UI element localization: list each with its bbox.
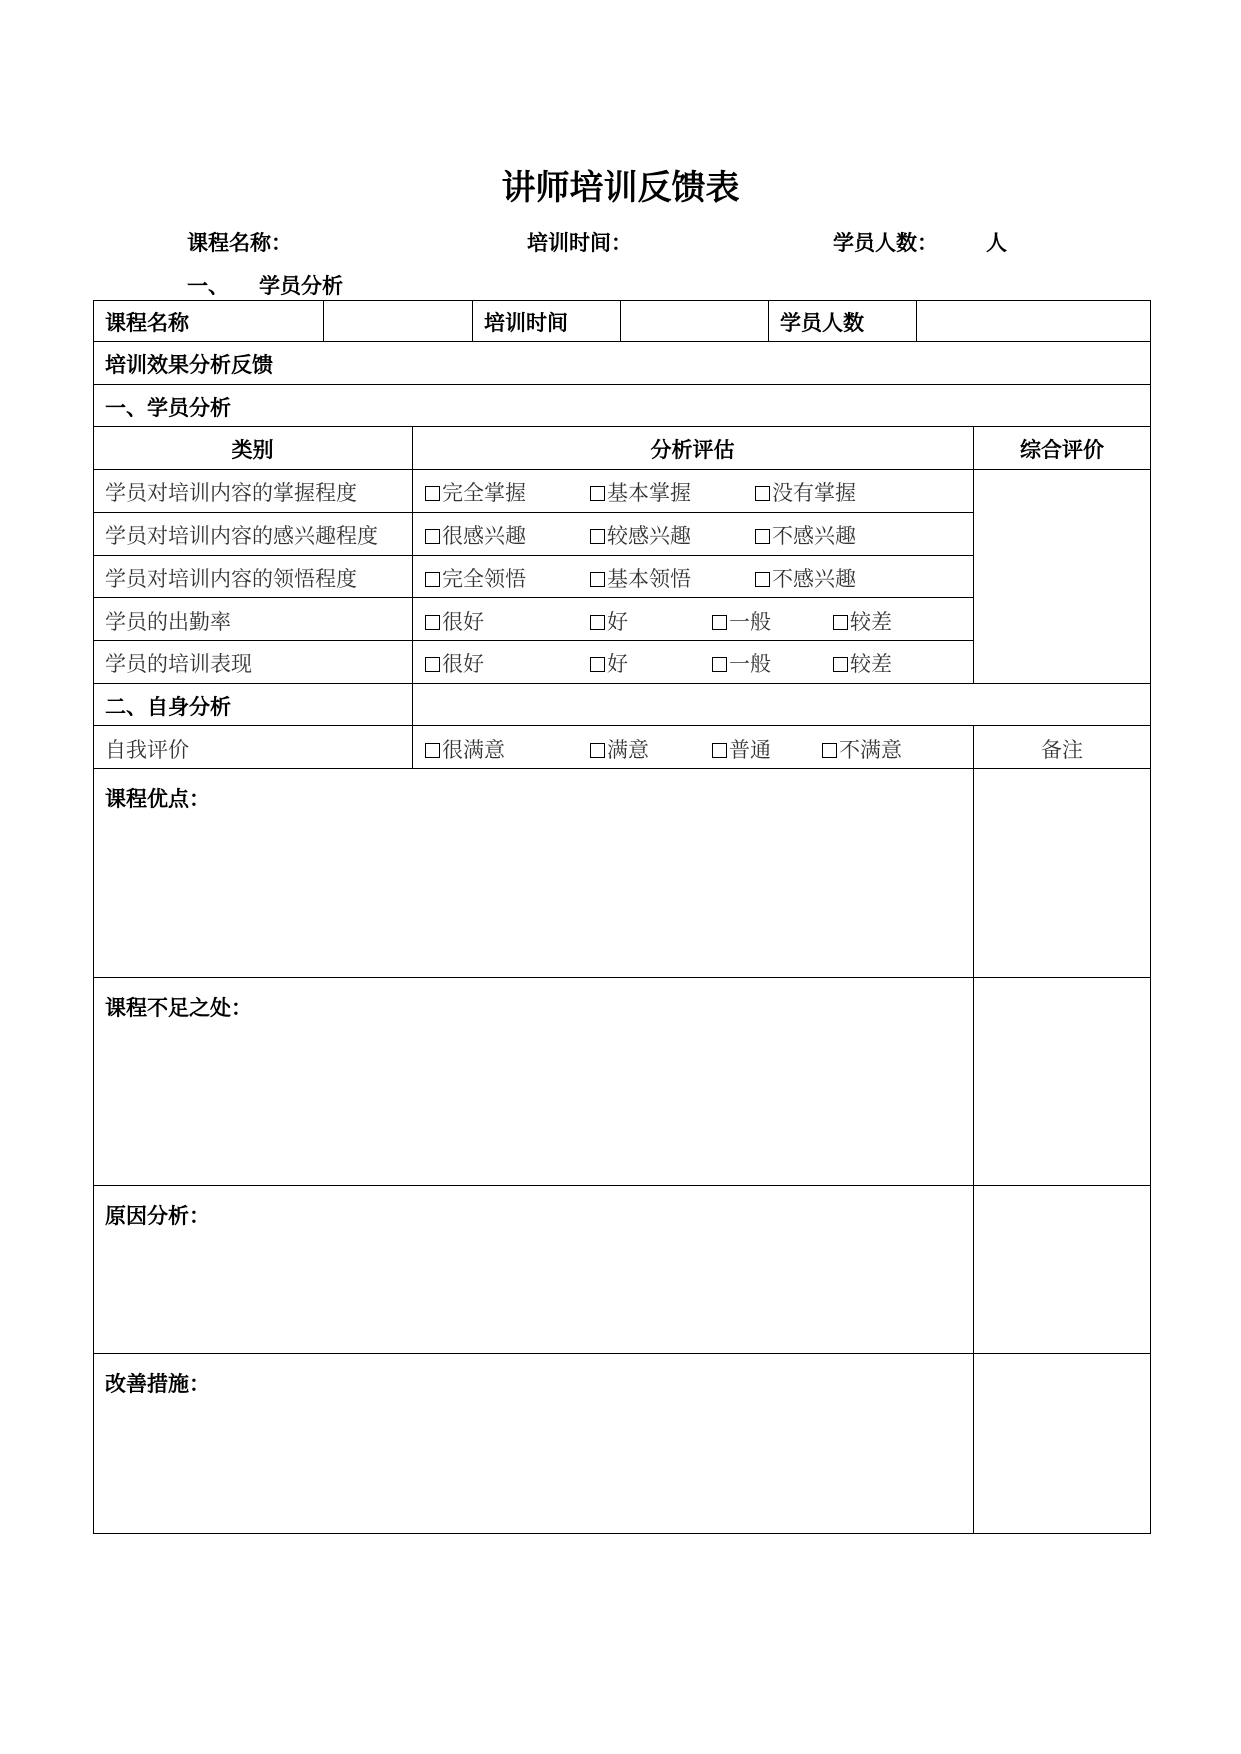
checkbox-option[interactable]: 很好 — [425, 609, 484, 635]
checkbox-icon[interactable] — [425, 615, 440, 630]
strengths-label: 课程优点： — [105, 787, 210, 811]
checkbox-option[interactable]: 很满意 — [425, 737, 505, 763]
checkbox-option[interactable]: 一般 — [712, 651, 771, 677]
col-divider — [768, 300, 769, 341]
checkbox-icon[interactable] — [425, 572, 440, 587]
checkbox-option[interactable]: 很好 — [425, 651, 484, 677]
checkbox-icon[interactable] — [712, 657, 727, 672]
overall-header: 综合评价 — [1020, 438, 1104, 462]
remark-header: 备注 — [1041, 738, 1083, 762]
row-divider — [93, 1353, 1151, 1354]
improvements-label: 改善措施： — [105, 1372, 210, 1396]
checkbox-icon[interactable] — [590, 486, 605, 501]
row-category: 学员的出勤率 — [105, 610, 231, 634]
student-analysis-title: 一、学员分析 — [105, 396, 231, 420]
checkbox-icon[interactable] — [712, 743, 727, 758]
checkbox-option[interactable]: 基本掌握 — [590, 480, 691, 506]
row-divider — [93, 977, 1151, 978]
row-divider — [93, 341, 1151, 342]
checkbox-icon[interactable] — [425, 529, 440, 544]
row-divider — [93, 683, 1151, 684]
student-count-cell: 学员人数 — [780, 311, 864, 335]
checkbox-icon[interactable] — [590, 572, 605, 587]
row-divider — [93, 597, 973, 598]
checkbox-option[interactable]: 一般 — [712, 609, 771, 635]
checkbox-option[interactable]: 很感兴趣 — [425, 523, 526, 549]
row-divider — [93, 640, 973, 641]
checkbox-option[interactable]: 没有掌握 — [755, 480, 856, 506]
row-category: 学员对培训内容的掌握程度 — [105, 481, 357, 505]
checkbox-icon[interactable] — [590, 657, 605, 672]
person-unit: 人 — [986, 231, 1007, 255]
col-divider — [973, 426, 974, 683]
checkbox-icon[interactable] — [755, 486, 770, 501]
checkbox-icon[interactable] — [425, 486, 440, 501]
col-divider — [323, 300, 324, 341]
assessment-header: 分析评估 — [650, 438, 735, 462]
checkbox-icon[interactable] — [590, 615, 605, 630]
checkbox-icon[interactable] — [590, 529, 605, 544]
feedback-title: 培训效果分析反馈 — [105, 353, 273, 377]
col-divider — [620, 300, 621, 341]
course-name-cell: 课程名称 — [105, 311, 189, 335]
checkbox-option[interactable]: 普通 — [712, 737, 771, 763]
checkbox-option[interactable]: 较差 — [833, 651, 892, 677]
student-count-label: 学员人数： — [833, 231, 938, 255]
col-divider — [973, 725, 974, 1534]
row-category: 学员的培训表现 — [105, 652, 252, 676]
row-divider — [93, 426, 1151, 427]
row-category: 学员对培训内容的感兴趣程度 — [105, 524, 378, 548]
checkbox-option[interactable]: 不感兴趣 — [755, 566, 856, 592]
checkbox-option[interactable]: 满意 — [590, 737, 649, 763]
row-divider — [93, 768, 1151, 769]
section-heading: 学员分析 — [259, 274, 343, 298]
row-divider — [93, 512, 973, 513]
self-analysis-title: 二、自身分析 — [105, 695, 231, 719]
checkbox-option[interactable]: 较差 — [833, 609, 892, 635]
checkbox-icon[interactable] — [822, 743, 837, 758]
checkbox-option[interactable]: 不满意 — [822, 737, 902, 763]
checkbox-option[interactable]: 好 — [590, 609, 628, 635]
training-time-label: 培训时间： — [527, 231, 632, 255]
checkbox-icon[interactable] — [425, 657, 440, 672]
checkbox-icon[interactable] — [712, 615, 727, 630]
checkbox-icon[interactable] — [755, 529, 770, 544]
checkbox-icon[interactable] — [425, 743, 440, 758]
page-title: 讲师培训反馈表 — [501, 168, 740, 208]
weaknesses-label: 课程不足之处： — [105, 996, 252, 1020]
checkbox-option[interactable]: 完全领悟 — [425, 566, 526, 592]
checkbox-option[interactable]: 较感兴趣 — [590, 523, 691, 549]
col-divider — [472, 300, 473, 341]
checkbox-icon[interactable] — [833, 657, 848, 672]
row-divider — [93, 469, 1151, 470]
row-category: 学员对培训内容的领悟程度 — [105, 567, 357, 591]
col-divider — [412, 426, 413, 768]
category-header: 类别 — [231, 438, 274, 462]
row-divider — [93, 384, 1151, 385]
row-divider — [93, 1185, 1151, 1186]
checkbox-icon[interactable] — [833, 615, 848, 630]
checkbox-icon[interactable] — [590, 743, 605, 758]
row-divider — [93, 725, 1151, 726]
col-divider — [916, 300, 917, 341]
section-number: 一、 — [187, 274, 229, 298]
training-time-cell: 培训时间 — [484, 311, 568, 335]
self-eval-label: 自我评价 — [105, 738, 189, 762]
checkbox-icon[interactable] — [755, 572, 770, 587]
causes-label: 原因分析： — [105, 1204, 210, 1228]
course-name-label: 课程名称： — [187, 231, 292, 255]
checkbox-option[interactable]: 基本领悟 — [590, 566, 691, 592]
checkbox-option[interactable]: 完全掌握 — [425, 480, 526, 506]
checkbox-option[interactable]: 不感兴趣 — [755, 523, 856, 549]
checkbox-option[interactable]: 好 — [590, 651, 628, 677]
row-divider — [93, 555, 973, 556]
